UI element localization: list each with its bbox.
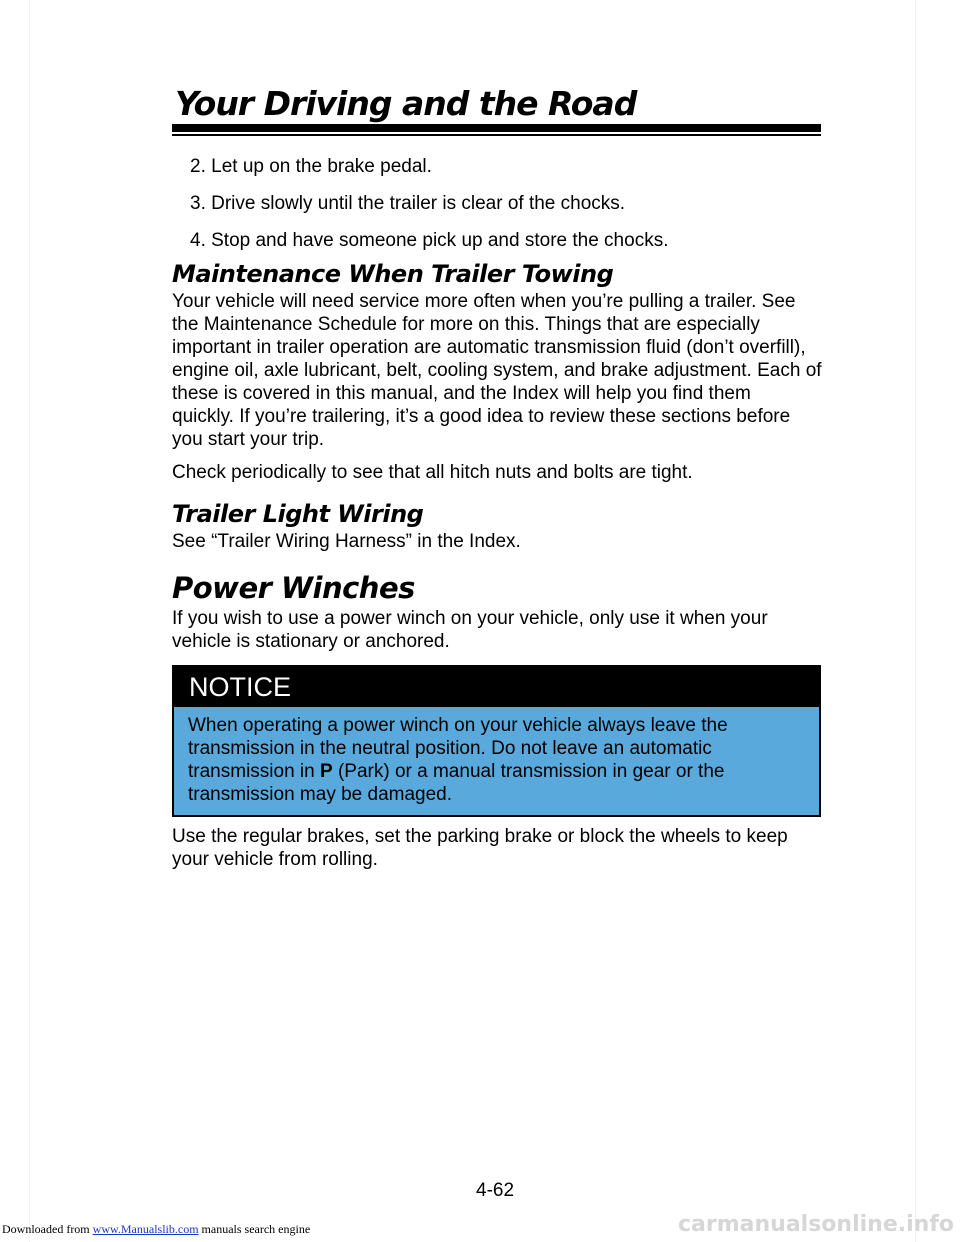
footer-prefix: Downloaded from	[2, 1222, 93, 1236]
maintenance-heading: Maintenance When Trailer Towing	[172, 260, 614, 288]
maintenance-line: Your vehicle will need service more often when you’re pulling a trailer. See	[172, 291, 796, 312]
notice-body	[174, 707, 819, 815]
notice-text: (Park) or a manual transmission in gear or the	[332, 761, 725, 782]
notice-text: transmission in the neutral position. Do not leave an automatic	[188, 738, 712, 759]
notice-line	[188, 783, 805, 806]
header-rule-thick	[172, 124, 821, 132]
power-winches-line: If you wish to use a power winch on your vehicle, only use it when your	[172, 608, 768, 629]
maintenance-line: the Maintenance Schedule for more on this. Things that are especially	[172, 314, 760, 335]
step-item: 2. Let up on the brake pedal.	[190, 156, 432, 177]
notice-text: When operating a power winch on your vehicle always leave the	[188, 715, 728, 736]
after-notice-line: Use the regular brakes, set the parking brake or block the wheels to keep	[172, 826, 788, 847]
notice-box	[172, 665, 821, 817]
trailer-light-text: See “Trailer Wiring Harness” in the Index.	[172, 531, 521, 552]
trailer-light-heading: Trailer Light Wiring	[172, 500, 424, 528]
maintenance-line: quickly. If you’re trailering, it’s a good idea to review these sections before	[172, 406, 791, 427]
watermark: carmanualsonline.info	[678, 1212, 954, 1237]
after-notice-paragraph	[172, 825, 822, 871]
notice-line	[188, 737, 805, 760]
notice-text: transmission in	[188, 761, 320, 782]
power-winches-heading: Power Winches	[172, 571, 415, 605]
step-item: 4. Stop and have someone pick up and store the chocks.	[190, 230, 669, 251]
manualslib-link[interactable]: www.Manualslib.com	[92, 1222, 199, 1236]
notice-line	[188, 714, 805, 737]
page-title: Your Driving and the Road	[175, 84, 637, 123]
header-rule-thin	[172, 134, 821, 136]
step-item: 3. Drive slowly until the trailer is clear of the chocks.	[190, 193, 626, 214]
notice-text: transmission may be damaged.	[188, 784, 453, 805]
power-winches-line: vehicle is stationary or anchored.	[172, 631, 450, 652]
park-gear-letter: P	[320, 761, 333, 782]
notice-line	[188, 760, 805, 783]
maintenance-paragraph	[172, 290, 822, 451]
page-number: 4-62	[476, 1180, 515, 1201]
content-body	[172, 258, 822, 871]
maintenance-line: these is covered in this manual, and the Index will help you find them	[172, 383, 751, 404]
maintenance-line: engine oil, axle lubricant, belt, cooling system, and brake adjustment. Each of	[172, 360, 822, 381]
download-source-footer	[2, 1222, 310, 1237]
maintenance-line: you start your trip.	[172, 429, 325, 450]
after-notice-line: your vehicle from rolling.	[172, 849, 378, 870]
footer-suffix: manuals search engine	[198, 1222, 311, 1236]
power-winches-paragraph	[172, 607, 822, 653]
steps-list	[190, 155, 668, 266]
maintenance-note: Check periodically to see that all hitch nuts and bolts are tight.	[172, 462, 693, 483]
notice-label: NOTICE	[174, 667, 819, 707]
maintenance-line: important in trailer operation are automatic transmission fluid (don’t overfill),	[172, 337, 806, 358]
